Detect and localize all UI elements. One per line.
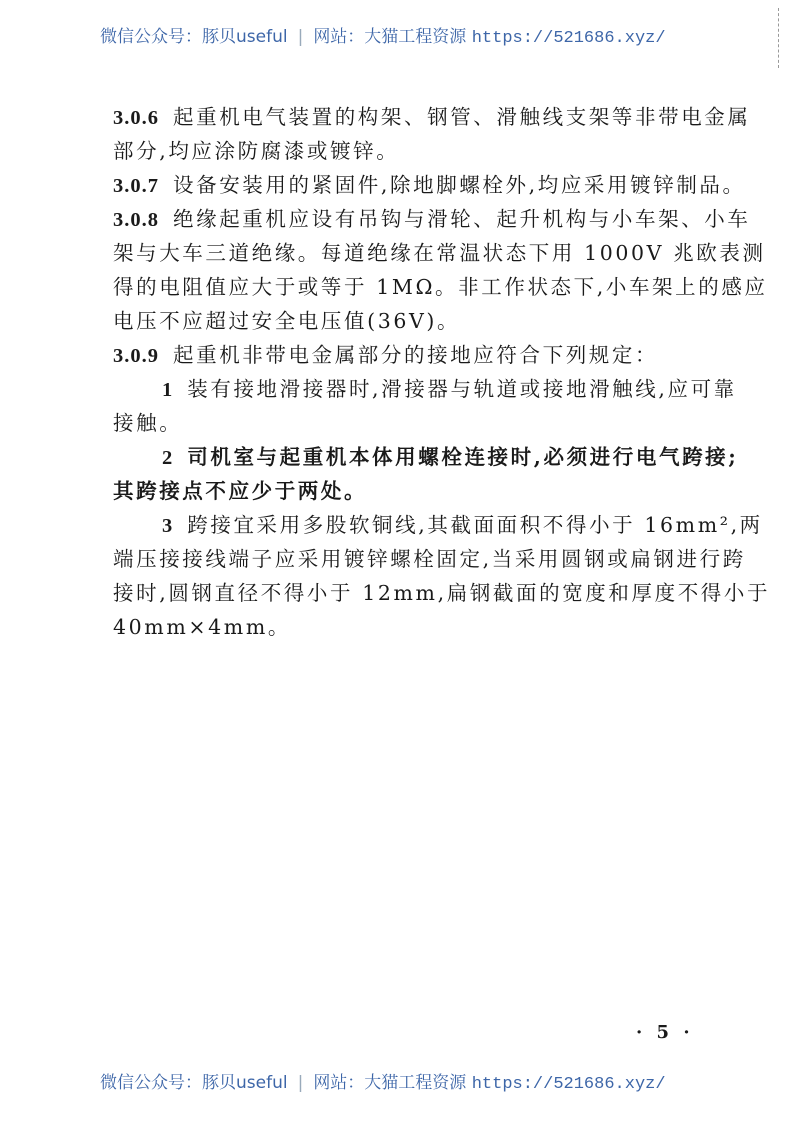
clause-text: 设备安装用的紧固件,除地脚螺栓外,均应采用镀锌制品。: [173, 173, 746, 197]
clause-3-0-8: [113, 202, 768, 338]
watermark-account: 微信公众号：豚贝useful: [100, 1073, 288, 1093]
clause-number: 3.0.6: [113, 107, 159, 129]
watermark-url[interactable]: https://521686.xyz/: [471, 29, 666, 48]
clause-text: 起重机电气装置的构架、钢管、滑触线支架等非带电金属: [173, 105, 751, 129]
item-1: [113, 372, 737, 440]
clause-3-0-7: [113, 168, 746, 202]
item-text: 端压接接线端子应采用镀锌螺栓固定,当采用圆钢或扁钢进行跨: [113, 547, 746, 571]
watermark-separator: |: [297, 27, 304, 47]
item-3: [113, 508, 771, 644]
clause-text: 绝缘起重机应设有吊钩与滑轮、起升机构与小车架、小车: [173, 207, 751, 231]
item-number: 3: [162, 515, 174, 537]
item-number: 1: [162, 379, 174, 401]
item-2: [113, 440, 739, 508]
clause-text: 部分,均应涂防腐漆或镀锌。: [113, 139, 400, 163]
item-text: 40mm×4mm。: [113, 615, 291, 639]
item-number: 2: [162, 447, 174, 469]
item-text: 接触。: [113, 411, 183, 435]
watermark-site: 网站：大猫工程资源: [313, 27, 467, 47]
clause-3-0-6: [113, 100, 751, 168]
watermark-header: [100, 22, 666, 48]
clause-text: 电压不应超过安全电压值(36V)。: [113, 309, 461, 333]
page-number: · 5 ·: [636, 1022, 694, 1043]
scan-edge: [778, 8, 780, 68]
clause-3-0-9: [113, 338, 703, 372]
watermark-site: 网站：大猫工程资源: [313, 1073, 467, 1093]
item-text: 装有接地滑接器时,滑接器与轨道或接地滑触线,应可靠: [187, 377, 737, 401]
clause-text: 起重机非带电金属部分的接地应符合下列规定：: [173, 343, 659, 367]
clause-text: 得的电阻值应大于或等于 1MΩ。非工作状态下,小车架上的感应: [113, 275, 768, 299]
item-text: 接时,圆钢直径不得小于 12mm,扁钢截面的宽度和厚度不得小于: [113, 581, 771, 605]
watermark-account: 微信公众号：豚贝useful: [100, 27, 288, 47]
watermark-url[interactable]: https://521686.xyz/: [471, 1075, 666, 1094]
clause-number: 3.0.9: [113, 345, 159, 367]
clause-number: 3.0.7: [113, 175, 159, 197]
item-text: 其跨接点不应少于两处。: [113, 479, 368, 503]
watermark-footer: [100, 1068, 666, 1094]
watermark-separator: |: [297, 1073, 304, 1093]
document-body: [113, 100, 771, 644]
clause-text: 架与大车三道绝缘。每道绝缘在常温状态下用 1000V 兆欧表测: [113, 241, 766, 265]
item-text: 司机室与起重机本体用螺栓连接时,必须进行电气跨接;: [187, 445, 739, 469]
clause-number: 3.0.8: [113, 209, 159, 231]
item-text: 跨接宜采用多股软铜线,其截面面积不得小于 16mm²,两: [187, 513, 763, 537]
